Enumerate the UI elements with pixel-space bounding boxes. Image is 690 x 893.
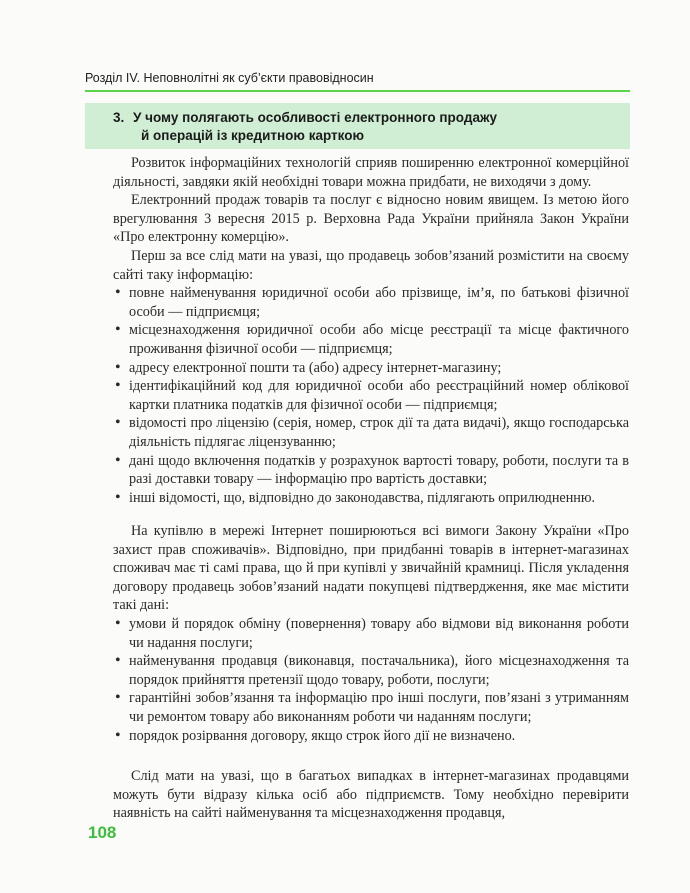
section-number: 3. — [113, 110, 125, 125]
list-item: • умови й порядок обміну (повернення) товару або відмови від виконання роботи чи надання послуги; — [113, 615, 629, 652]
header-divider — [85, 90, 630, 92]
list-item: • інші відомості, що, відповідно до законодавства, підлягають оприлюдненню. — [113, 489, 629, 508]
text-block-1 — [113, 154, 629, 507]
paragraph: Розвиток інформаційних технологій сприяв поширенню електронної комерційної діяльності, завдяки якій необхідні товари можна придбати, не виходячи з дому. — [113, 155, 629, 190]
paragraph: Електронний продаж товарів та послуг є відносно новим явищем. Із метою його врегулювання 3 вересня 2015 р. Верховна Рада України прийняла Закон України «Про електронну комерцію». — [113, 192, 629, 246]
required-info-list — [113, 284, 629, 507]
section-title-line2: й операцій із кредитною карткою — [141, 128, 364, 143]
list-item: • адресу електронної пошти та (або) адресу інтернет-магазину; — [113, 359, 629, 378]
list-item: • найменування продавця (виконавця, постачальника), його місцезнаходження та порядок прийняття претензії щодо товару, роботи, послуги; — [113, 652, 629, 689]
running-header: Розділ IV. Неповнолітні як суб’єкти правовідносин — [85, 71, 374, 85]
list-item: • ідентифікаційний код для юридичної особи або реєстраційний номер облікової картки платника податків для фізичної особи — підприємця; — [113, 377, 629, 414]
paragraph: Слід мати на увазі, що в багатьох випадках в інтернет-магазинах продавцями можуть бути відразу кілька осіб або підприємств. Тому необхідно перевірити наявність на сайті найменування та місцезнаходження продавця, — [113, 768, 629, 822]
list-item: • повне найменування юридичної особи або прізвище, ім’я, по батькові фізичної особи — підприємця; — [113, 284, 629, 321]
section-title-line1: У чому полягають особливості електронного продажу — [133, 110, 498, 125]
confirmation-data-list — [113, 615, 629, 745]
text-block-3 — [113, 767, 629, 823]
list-item: • дані щодо включення податків у розрахунок вартості товару, роботи, послуги та в разі доставки товару — інформацію про вартість доставки; — [113, 452, 629, 489]
paragraph: На купівлю в мережі Інтернет поширюються всі вимоги Закону України «Про захист прав споживачів». Відповідно, при придбанні товарів в інтернет-магазинах споживач має ті самі права, що й при купівлі у звичайній крамниці. Після укладення договору продавець зобов’язаний надати покупцеві підтвердження, яке має містити такі дані: — [113, 523, 629, 614]
list-item: • порядок розірвання договору, якщо строк його дії не визначено. — [113, 727, 629, 746]
paragraph: Перш за все слід мати на увазі, що продавець зобов’язаний розмістити на своєму сайті таку інформацію: — [113, 247, 629, 283]
list-item: • відомості про ліцензію (серія, номер, строк дії та дата видачі), якщо господарська діяльність підлягає ліцензуванню; — [113, 414, 629, 451]
list-item: • гарантійні зобов’язання та інформацію про інші послуги, пов’язані з утриманням чи ремонтом товару або виконанням роботи чи наданням послуги; — [113, 689, 629, 726]
section-title — [113, 109, 613, 145]
text-block-2 — [113, 522, 629, 745]
page-number: 108 — [88, 823, 117, 842]
list-item: • місцезнаходження юридичної особи або місце реєстрації та місце фактичного проживання фізичної особи — підприємця; — [113, 321, 629, 358]
